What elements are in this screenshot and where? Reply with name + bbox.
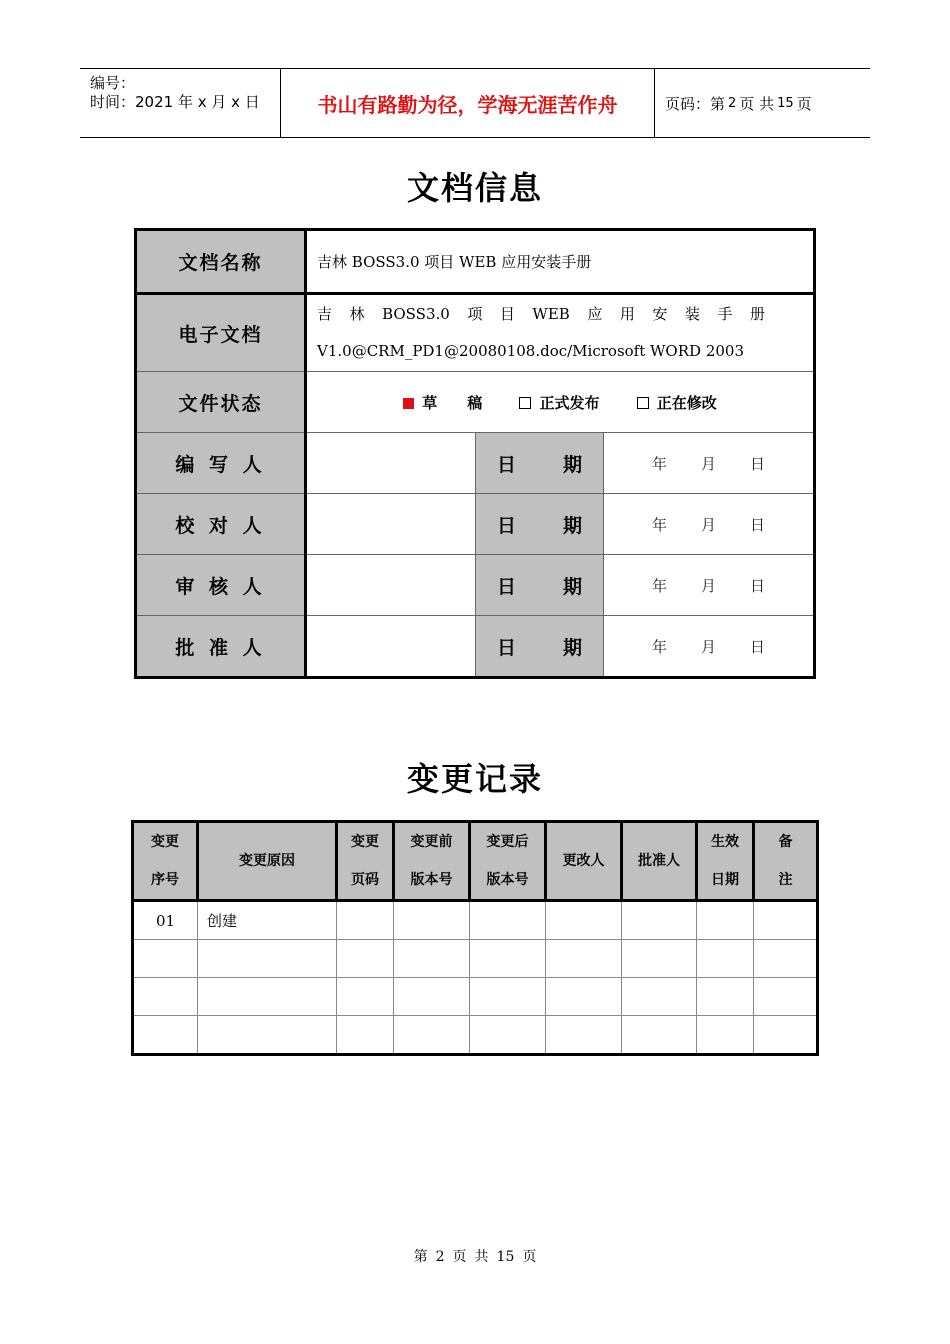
- unchecked-square-icon: [637, 397, 649, 409]
- doc-info-title: 文档信息: [406, 169, 543, 207]
- change-log-header-cell: 变更原因: [198, 822, 337, 901]
- signoff-row: [136, 616, 815, 678]
- header-page-number: 页码：第 2 页 共 15 页: [665, 94, 812, 113]
- table-cell[interactable]: [754, 978, 818, 1016]
- table-row: [133, 1016, 818, 1055]
- table-cell[interactable]: [198, 1016, 337, 1055]
- table-cell[interactable]: [198, 978, 337, 1016]
- signoff-label: 批 准 人: [136, 616, 306, 678]
- date-value[interactable]: 年 月 日: [604, 494, 815, 555]
- table-cell[interactable]: [622, 940, 697, 978]
- doc-name-row: [136, 230, 815, 294]
- change-log-header-cell: 变更前 版本号: [394, 822, 470, 901]
- doc-file-row: [136, 294, 815, 372]
- table-cell[interactable]: 01: [133, 901, 198, 940]
- table-cell[interactable]: [337, 940, 394, 978]
- date-label: 日 期: [476, 555, 604, 616]
- doc-name-label: 文档名称: [136, 230, 306, 294]
- table-row: [133, 940, 818, 978]
- table-cell[interactable]: [470, 901, 546, 940]
- signoff-row: [136, 433, 815, 494]
- doc-info-table: [134, 228, 816, 679]
- table-cell[interactable]: [337, 901, 394, 940]
- header-motto: 书山有路勤为径，学海无涯苦作舟: [281, 69, 655, 137]
- table-cell[interactable]: [622, 901, 697, 940]
- table-cell[interactable]: [133, 1016, 198, 1055]
- change-log-title: 变更记录: [406, 760, 543, 798]
- table-cell[interactable]: [198, 940, 337, 978]
- table-row: [133, 901, 818, 940]
- signoff-name-cell[interactable]: [306, 555, 476, 616]
- header-number-label: 编号：: [90, 74, 136, 92]
- doc-status-label: 文件状态: [136, 372, 306, 433]
- table-cell[interactable]: [394, 1016, 470, 1055]
- page-header: [80, 68, 870, 138]
- date-value[interactable]: 年 月 日: [604, 555, 815, 616]
- signoff-name-cell[interactable]: [306, 494, 476, 555]
- date-label: 日 期: [476, 616, 604, 678]
- table-cell[interactable]: [470, 940, 546, 978]
- table-cell[interactable]: [133, 940, 198, 978]
- doc-name-value: 吉林 BOSS3.0 项目 WEB 应用安装手册: [306, 230, 815, 294]
- change-log-body: [133, 901, 818, 1055]
- signoff-label: 审 核 人: [136, 555, 306, 616]
- signoff-label: 校 对 人: [136, 494, 306, 555]
- table-cell[interactable]: [133, 978, 198, 1016]
- page-footer: 第 2 页 共 15 页: [413, 1249, 537, 1265]
- date-label: 日 期: [476, 433, 604, 494]
- table-cell[interactable]: [394, 901, 470, 940]
- date-label: 日 期: [476, 494, 604, 555]
- table-cell[interactable]: [394, 940, 470, 978]
- change-log-table: [131, 820, 819, 1056]
- table-cell[interactable]: [470, 978, 546, 1016]
- doc-file-value: 吉 林 BOSS3.0 项 目 WEB 应 用 安 装 手 册 V1.0@CRM_PD1@20080108.doc/Microsoft WORD 2003: [306, 294, 815, 372]
- table-cell[interactable]: [622, 978, 697, 1016]
- status-option-draft[interactable]: 草 稿: [403, 394, 482, 412]
- table-cell[interactable]: [394, 978, 470, 1016]
- change-log-header-row: [133, 822, 818, 901]
- table-cell[interactable]: [697, 940, 754, 978]
- change-log-header-cell: 更改人: [546, 822, 622, 901]
- table-cell[interactable]: [754, 1016, 818, 1055]
- table-cell[interactable]: [754, 940, 818, 978]
- doc-status-row: [136, 372, 815, 433]
- table-cell[interactable]: [470, 1016, 546, 1055]
- change-log-header-cell: 变更 页码: [337, 822, 394, 901]
- change-log-header-cell: 变更 序号: [133, 822, 198, 901]
- header-time-label: 时间：2021 年 x 月 x 日: [90, 93, 260, 111]
- signoff-row: [136, 555, 815, 616]
- table-cell[interactable]: 创建: [198, 901, 337, 940]
- table-cell[interactable]: [337, 978, 394, 1016]
- header-meta: [80, 69, 281, 137]
- checked-square-icon: [403, 398, 414, 409]
- signoff-row: [136, 494, 815, 555]
- change-log-header-cell: 生效 日期: [697, 822, 754, 901]
- table-cell[interactable]: [546, 940, 622, 978]
- table-cell[interactable]: [754, 901, 818, 940]
- status-option-released[interactable]: 正式发布: [519, 394, 599, 412]
- signoff-label: 编 写 人: [136, 433, 306, 494]
- table-cell[interactable]: [697, 901, 754, 940]
- date-value[interactable]: 年 月 日: [604, 433, 815, 494]
- signoff-name-cell[interactable]: [306, 616, 476, 678]
- table-cell[interactable]: [697, 978, 754, 1016]
- change-log-header-cell: 批准人: [622, 822, 697, 901]
- date-value[interactable]: 年 月 日: [604, 616, 815, 678]
- table-cell[interactable]: [546, 978, 622, 1016]
- change-log-header-cell: 备 注: [754, 822, 818, 901]
- table-cell[interactable]: [337, 1016, 394, 1055]
- unchecked-square-icon: [519, 397, 531, 409]
- table-row: [133, 978, 818, 1016]
- table-cell[interactable]: [546, 901, 622, 940]
- status-option-revising[interactable]: 正在修改: [637, 394, 717, 412]
- change-log-header-cell: 变更后 版本号: [470, 822, 546, 901]
- doc-status-options: [306, 372, 815, 433]
- table-cell[interactable]: [697, 1016, 754, 1055]
- table-cell[interactable]: [622, 1016, 697, 1055]
- doc-file-label: 电子文档: [136, 294, 306, 372]
- table-cell[interactable]: [546, 1016, 622, 1055]
- signoff-name-cell[interactable]: [306, 433, 476, 494]
